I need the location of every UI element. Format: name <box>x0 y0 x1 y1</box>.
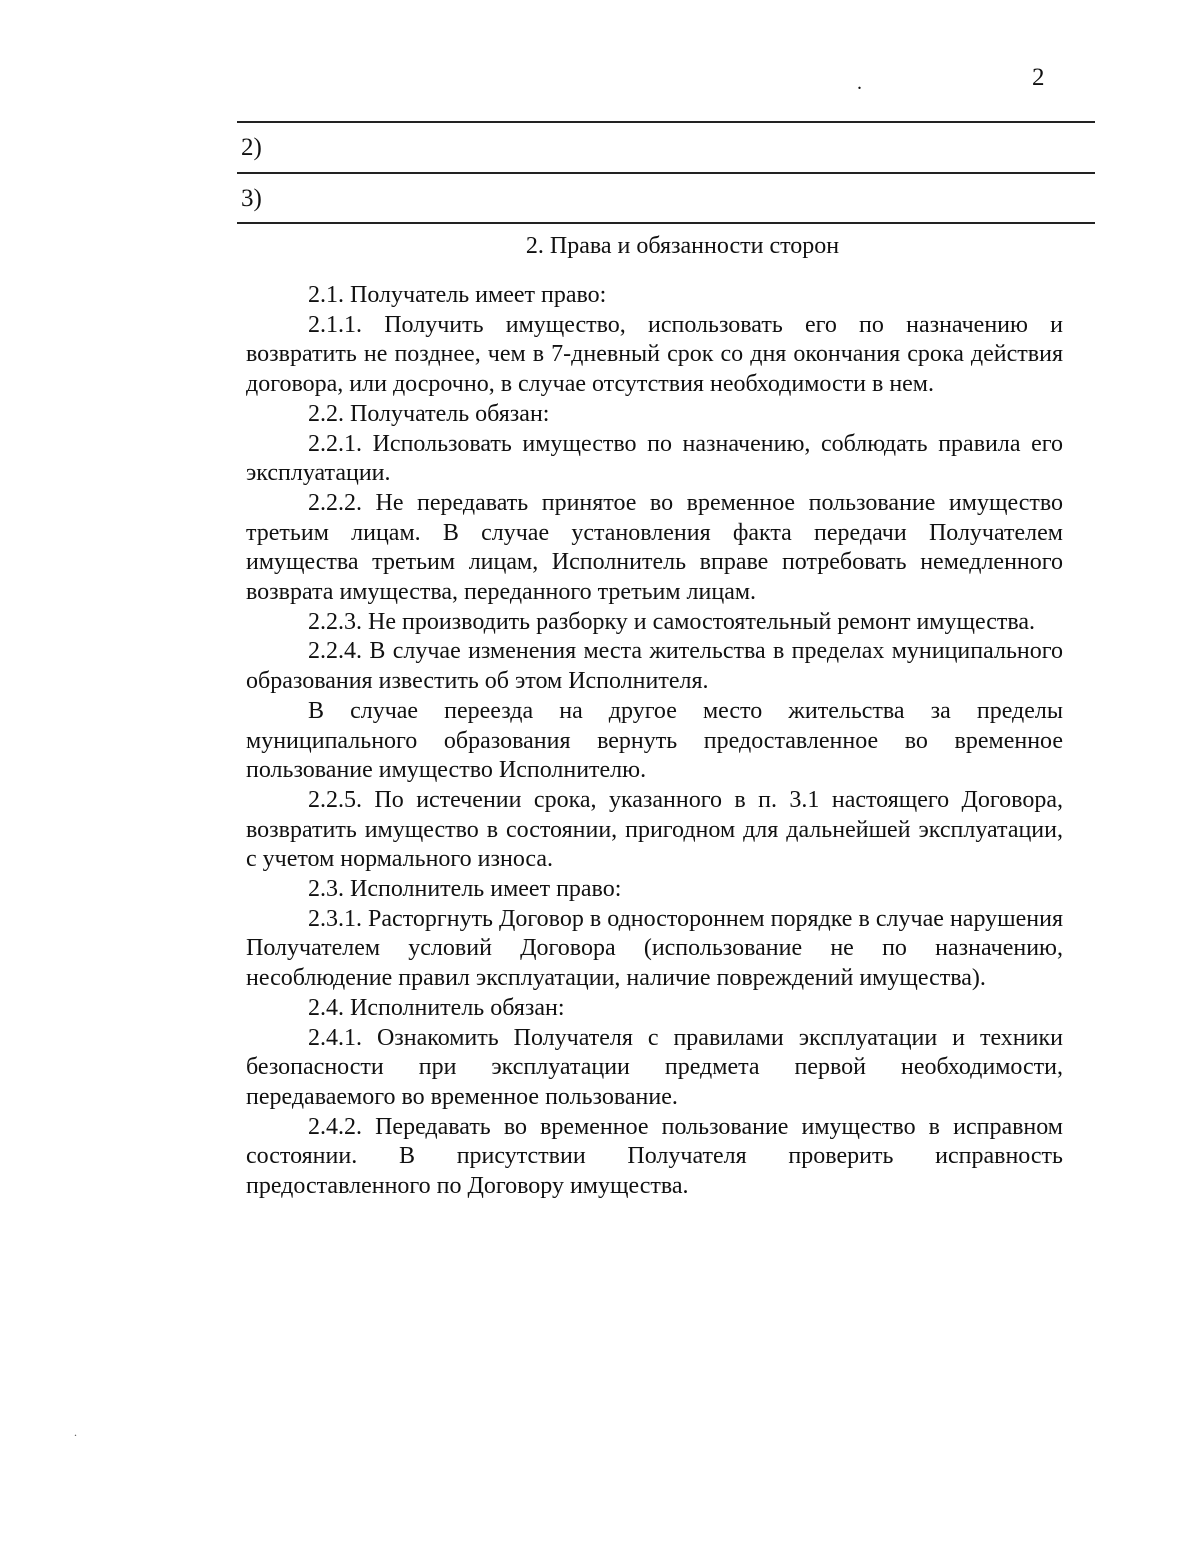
table-row-2: 2) <box>241 134 262 161</box>
paragraph-2-1: 2.1. Получатель имеет право: <box>308 282 607 308</box>
scan-dot: . <box>857 72 862 94</box>
paragraph-2-4-1: 2.4.1. Ознакомить Получателя с правилами эксплуатации и техники безопасности при эксплуатации предмета первой необходимости, передаваемого во временное пользование. <box>246 1024 1063 1110</box>
paragraph-2-2-2: 2.2.2. Не передавать принятое во временное пользование имущество третьим лицам. В случае установления факта передачи Получателем имущества третьим лицам, Исполнитель вправе потребовать немедленного возврата имущества, переданного третьим лицам. <box>246 489 1063 606</box>
paragraph-2-2-4-relocation: В случае переезда на другое место жительства за пределы муниципального образования вернуть предоставленное во временное пользование имущество Исполнителю. <box>246 697 1063 784</box>
paragraph-2-2-1: 2.2.1. Использовать имущество по назначению, соблюдать правила его эксплуатации. <box>246 430 1063 487</box>
table-line-middle <box>237 172 1095 174</box>
table-row-3: 3) <box>241 185 262 212</box>
paragraph-2-4: 2.4. Исполнитель обязан: <box>308 994 565 1021</box>
paragraph-2-3: 2.3. Исполнитель имеет право: <box>308 876 622 903</box>
paragraph-2-1-1: 2.1.1. Получить имущество, использовать его по назначению и возвратить не позднее, чем в 7-дневный срок со дня окончания срока действия договора, или досрочно, в случае отсутствия необходимости в нем. <box>246 311 1063 398</box>
paragraph-2-2-3: 2.2.3. Не производить разборку и самостоятельный ремонт имущества. <box>308 608 1036 635</box>
paragraph-2-2: 2.2. Получатель обязан: <box>308 400 550 427</box>
paragraph-2-2-5: 2.2.5. По истечении срока, указанного в п. 3.1 настоящего Договора, возвратить имущество в состоянии, пригодном для дальнейшей эксплуатации, с учетом нормального износа. <box>246 786 1063 873</box>
section-title: 2. Права и обязанности сторон <box>525 233 840 259</box>
section-body <box>246 281 1063 1202</box>
scan-speck: . <box>74 1425 77 1439</box>
paragraph-2-2-4: 2.2.4. В случае изменения места жительства в пределах муниципального образования известить об этом Исполнителя. <box>246 638 1063 695</box>
paragraph-2-4-2: 2.4.2. Передавать во временное пользование имущество в исправном состоянии. В присутствии Получателя проверить исправность предоставленного по Договору имущества. <box>246 1113 1063 1200</box>
paragraph-2-3-1: 2.3.1. Расторгнуть Договор в одностороннем порядке в случае нарушения Получателем условий Договора (использование не по назначению, несоблюдение правил эксплуатации, наличие повреждений имущества). <box>246 905 1063 992</box>
page-number: 2 <box>1032 64 1045 91</box>
table-line-top <box>237 121 1095 123</box>
table-line-bottom <box>237 222 1095 224</box>
